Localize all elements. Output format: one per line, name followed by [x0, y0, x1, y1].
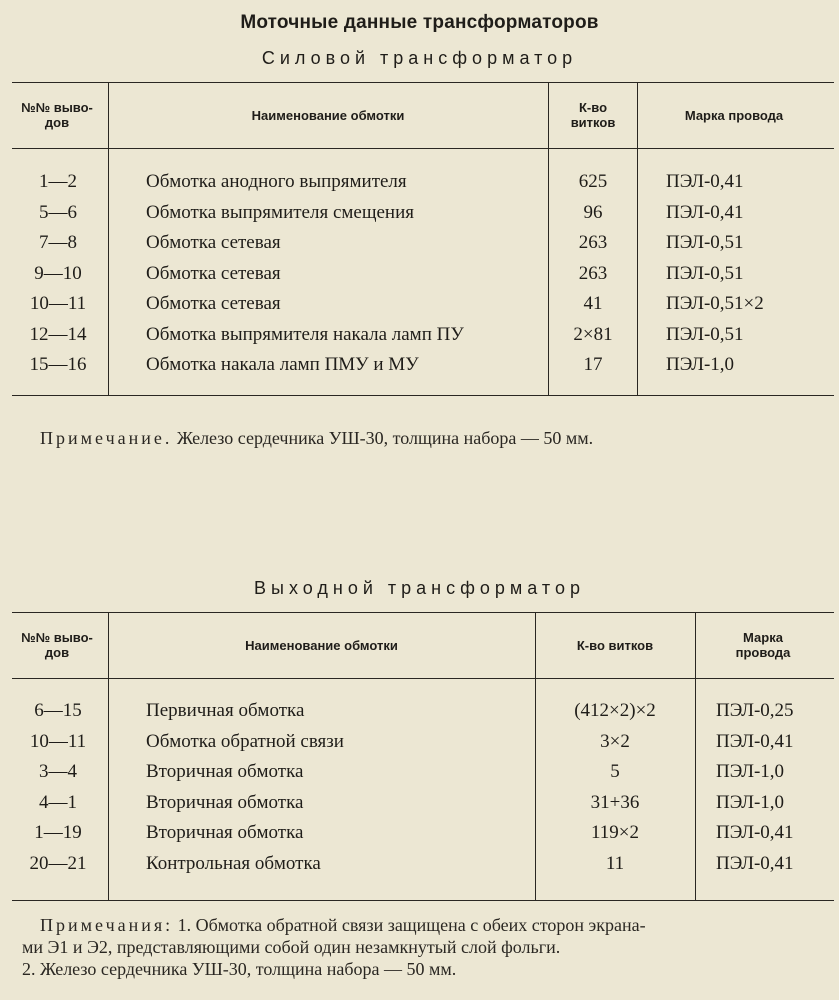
winding-name: Обмотка обратной связи — [146, 730, 344, 752]
winding-name: Вторичная обмотка — [146, 822, 304, 843]
turn-count: 263 — [578, 262, 608, 284]
table-row — [0, 727, 839, 757]
turn-count: (412×2)×2 — [574, 700, 656, 721]
wire-grade: ПЭЛ-0,41 — [716, 822, 794, 843]
wire-grade: ПЭЛ-0,41 — [666, 201, 744, 223]
terminal-numbers: 20—21 — [29, 852, 87, 874]
header-terminals-line2: дов — [44, 645, 70, 660]
header-turns-line1: К-во — [578, 100, 608, 115]
turn-count: 17 — [583, 354, 603, 375]
winding-name: Первичная обмотка — [146, 700, 305, 721]
winding-name: Контрольная обмотка — [146, 852, 321, 874]
turn-count: 3×2 — [600, 730, 630, 752]
table-row — [0, 818, 839, 848]
header-terminals-line1: №№ выво- — [21, 100, 93, 115]
header-turns: К-во витков — [576, 637, 654, 653]
header-wire-line2: провода — [735, 645, 791, 660]
header-winding-name: Наименование обмотки — [251, 107, 405, 123]
header-wire-grade — [697, 616, 829, 674]
note-label: Примечание. — [40, 428, 173, 448]
header-terminals-line2: дов — [44, 115, 70, 130]
turn-count: 41 — [583, 293, 603, 314]
note-label: Примечания: — [40, 915, 174, 935]
wire-grade: ПЭЛ-1,0 — [666, 354, 735, 375]
table-row — [0, 788, 839, 818]
turn-count: 119×2 — [590, 822, 639, 843]
note-text: Железо сердечника УШ-30, толщина набора — 50 мм. — [176, 428, 594, 448]
table-row — [0, 167, 839, 197]
winding-name: Обмотка накала ламп ПМУ и МУ — [146, 354, 419, 375]
turn-count: 5 — [610, 761, 620, 782]
winding-name: Обмотка сетевая — [146, 262, 281, 284]
output-transformer-title: Выходной трансформатор — [254, 578, 585, 598]
wire-grade: ПЭЛ-0,51×2 — [666, 293, 764, 314]
winding-name: Вторичная обмотка — [146, 791, 304, 813]
wire-grade: ПЭЛ-0,41 — [666, 171, 744, 192]
turn-count: 31+36 — [590, 791, 640, 813]
winding-name: Обмотка анодного выпрямителя — [146, 171, 407, 192]
table-row — [0, 259, 839, 289]
terminal-numbers: 1—2 — [39, 171, 77, 192]
terminal-numbers: 1—19 — [34, 822, 82, 843]
table-row — [0, 228, 839, 258]
header-terminals — [8, 86, 106, 144]
note-line — [22, 914, 837, 936]
terminal-numbers: 3—4 — [39, 761, 77, 782]
table-row — [0, 320, 839, 350]
turn-count: 96 — [583, 201, 603, 223]
terminal-numbers: 10—11 — [29, 730, 87, 752]
winding-name: Вторичная обмотка — [146, 761, 304, 782]
table-header-rule — [12, 678, 834, 679]
header-wire-line1: Марка — [743, 630, 783, 645]
wire-grade: ПЭЛ-0,51 — [666, 323, 744, 345]
terminal-numbers: 7—8 — [39, 232, 77, 253]
terminal-numbers: 15—16 — [29, 354, 87, 375]
wire-grade: ПЭЛ-0,41 — [716, 852, 794, 874]
output-notes — [22, 914, 837, 980]
winding-name: Обмотка выпрямителя смещения — [146, 201, 414, 223]
table-top-rule — [12, 612, 834, 613]
header-turns — [550, 86, 636, 144]
table-top-rule — [12, 82, 834, 83]
turn-count: 2×81 — [573, 323, 613, 345]
table-row — [0, 757, 839, 787]
table-bottom-rule — [12, 900, 834, 901]
winding-name: Обмотка сетевая — [146, 293, 281, 314]
winding-name: Обмотка сетевая — [146, 232, 281, 253]
header-turns-line2: витков — [570, 115, 616, 130]
table-row — [0, 198, 839, 228]
terminal-numbers: 5—6 — [39, 201, 77, 223]
turn-count: 11 — [605, 852, 625, 874]
turn-count: 263 — [578, 232, 608, 253]
table-row — [0, 696, 839, 726]
terminal-numbers: 12—14 — [29, 323, 87, 345]
table-header-rule — [12, 148, 834, 149]
header-wire-grade: Марка провода — [684, 107, 784, 123]
wire-grade: ПЭЛ-1,0 — [716, 761, 785, 782]
note-line: 2. Железо сердечника УШ-30, толщина набора — 50 мм. — [22, 959, 457, 979]
terminal-numbers: 6—15 — [34, 700, 82, 721]
terminal-numbers: 9—10 — [34, 262, 82, 284]
header-terminals — [8, 616, 106, 674]
power-note — [40, 427, 593, 449]
wire-grade: ПЭЛ-0,25 — [716, 700, 794, 721]
table-row — [0, 289, 839, 319]
wire-grade: ПЭЛ-0,51 — [666, 232, 744, 253]
terminal-numbers: 10—11 — [29, 293, 87, 314]
page-title: Моточные данные трансформаторов — [240, 12, 599, 33]
power-transformer-title: Силовой трансформатор — [261, 48, 578, 68]
header-terminals-line1: №№ выво- — [21, 630, 93, 645]
table-row — [0, 350, 839, 380]
terminal-numbers: 4—1 — [39, 791, 77, 813]
wire-grade: ПЭЛ-0,41 — [716, 730, 794, 752]
note-text: 1. Обмотка обратной связи защищена с обеих сторон экрана- — [177, 915, 646, 935]
winding-name: Обмотка выпрямителя накала ламп ПУ — [146, 323, 464, 345]
wire-grade: ПЭЛ-0,51 — [666, 262, 744, 284]
table-row — [0, 849, 839, 879]
wire-grade: ПЭЛ-1,0 — [716, 791, 785, 813]
turn-count: 625 — [578, 171, 608, 192]
table-bottom-rule — [12, 395, 834, 396]
note-line: ми Э1 и Э2, представляющими собой один незамкнутый слой фольги. — [22, 937, 561, 957]
header-winding-name: Наименование обмотки — [245, 637, 398, 653]
